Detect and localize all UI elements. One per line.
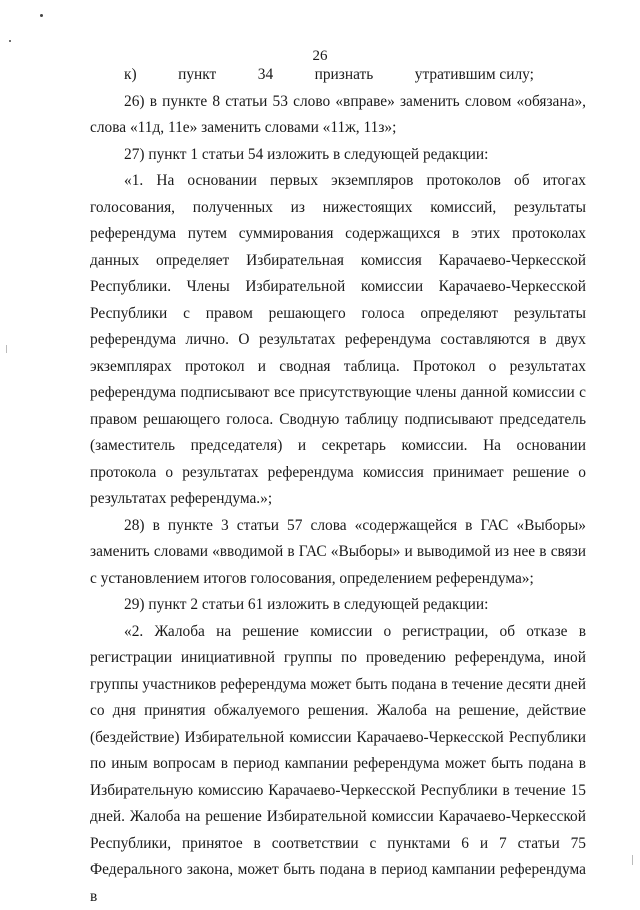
scan-edge-mark (6, 345, 7, 353)
paragraph-28: 28) в пункте 3 статьи 57 слова «содержащейся в ГАС «Выборы» заменить словами «вводимой в ГАС «Выборы» и выводимой из нее в связи с установлением итогов голосования, определением референдума»; (90, 513, 586, 593)
item-k-word3: утратившим силу; (415, 62, 534, 89)
item-k-num: 34 (258, 62, 273, 89)
paragraph-27: 27) пункт 1 статьи 54 изложить в следующей редакции: (90, 142, 586, 169)
scan-speck (9, 40, 11, 42)
paragraph-29: 29) пункт 2 статьи 61 изложить в следующей редакции: (90, 592, 586, 619)
item-k-letter: к) (124, 62, 137, 89)
paragraph-29-quote: «2. Жалоба на решение комиссии о регистрации, об отказе в регистрации инициативной группы по проведению референдума, иной группы участников референдума может быть подана в течение десяти дней со дня принятия обжалуемого решения. Жалоба на решение, действие (бездействие) Избирательной комиссии Карачаево-Черкесской Республики по иным вопросам в период кампании референдума может быть подана в Избирательную комиссию Карачаево-Черкесской Республики в течение 15 дней. Жалоба на решение Избирательной комиссии Карачаево-Черкесской Республики, принятое в соответствии с пунктами 6 и 7 статьи 75 Федерального закона, может быть подана в период кампании референдума в (90, 619, 586, 910)
document-body (90, 62, 586, 910)
item-k-word1: пункт (178, 62, 216, 89)
paragraph-27-quote: «1. На основании первых экземпляров протоколов об итогах голосования, полученных из нижестоящих комиссий, результаты референдума путем суммирования содержащихся в этих протоколах данных определяет Избирательная комиссия Карачаево-Черкесской Республики. Члены Избирательной комиссии Карачаево-Черкесской Республики с правом решающего голоса определяют результаты референдума лично. О результатах референдума составляются в двух экземплярах протокол и сводная таблица. Протокол о результатах референдума подписывают все присутствующие члены данной комиссии с правом решающего голоса. Сводную таблицу подписывают председатель (заместитель председателя) и секретарь комиссии. На основании протокола о результатах референдума комиссия принимает решение о результатах референдума.»; (90, 168, 586, 513)
scan-speck (40, 14, 43, 17)
item-k-word2: признать (315, 62, 374, 89)
page-number: 26 (0, 47, 640, 65)
scan-edge-mark (632, 855, 633, 865)
item-k (90, 62, 586, 89)
paragraph-26: 26) в пункте 8 статьи 53 слово «вправе» заменить словом «обязана», слова «11д, 11е» заменить словами «11ж, 11з»; (90, 89, 586, 142)
